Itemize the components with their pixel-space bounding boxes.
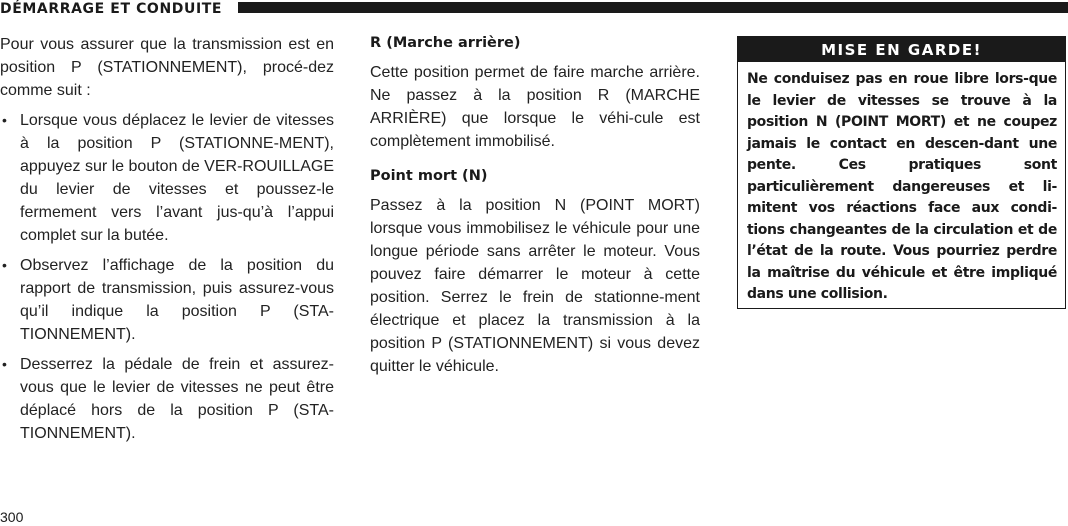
list-item: [0, 109, 334, 247]
column-left: [0, 33, 334, 452]
list-item: [0, 353, 334, 445]
bullet-icon: •: [2, 356, 7, 372]
reverse-paragraph: Cette position permet de faire marche arrière. Ne passez à la position R (MARCHE ARRIÈRE) que lorsque le véhi-cule est complètement immobilisé.: [370, 64, 700, 150]
page-header: [0, 0, 1068, 20]
list-item-text: Lorsque vous déplacez le levier de vitesses à la position P (STATIONNE-MENT), appuyez sur le bouton de VER-ROUILLAGE du levier de vitesses et poussez-le fermement vers l’avant jus-qu’à l’appui complet sur la butée.: [20, 112, 334, 244]
intro-paragraph: Pour vous assurer que la transmission est en position P (STATIONNEMENT), procé-dez comme suit :: [0, 36, 334, 99]
warning-text: Ne conduisez pas en roue libre lors-que le levier de vitesses se trouve à la position N (POINT MORT) et ne coupez jamais le contact en descen-dant une pente. Ces pratiques sont particulièrement dangereuses et li-mitent vos réactions face aux condi-tions changeantes de la circulation et de l’état de la route. Vous pourriez perdre la maîtrise du véhicule et être impliqué dans une collision.: [747, 71, 1057, 302]
bullet-icon: •: [2, 257, 7, 273]
list-item-text: Desserrez la pédale de frein et assurez-vous que le levier de vitesses ne peut être déplacé hors de la position P (STA-TIONNEMENT).: [20, 356, 334, 442]
bullet-icon: •: [2, 112, 7, 128]
warning-box: [737, 36, 1066, 309]
procedure-list: [0, 109, 334, 445]
list-item-text: Observez l’affichage de la position du rapport de transmission, puis assurez-vous qu’il indique la position P (STA-TIONNEMENT).: [20, 257, 334, 343]
list-item: [0, 254, 334, 346]
column-middle: [370, 33, 700, 378]
neutral-paragraph: Passez à la position N (POINT MORT) lorsque vous immobilisez le véhicule pour une longue période sans arrêter le moteur. Vous pouvez faire démarrer le moteur à cette position. Serrez le frein de stationne-ment électrique et placez la transmission à la position P (STATIONNEMENT) si vous devez quitter le véhicule.: [370, 197, 700, 375]
header-rule: [238, 2, 1068, 13]
warning-title: MISE EN GARDE!: [738, 37, 1065, 62]
section-title: DÉMARRAGE ET CONDUITE: [0, 0, 232, 18]
page-number: 300: [0, 509, 24, 525]
neutral-heading: Point mort (N): [370, 168, 488, 184]
reverse-heading: R (Marche arrière): [370, 35, 521, 51]
